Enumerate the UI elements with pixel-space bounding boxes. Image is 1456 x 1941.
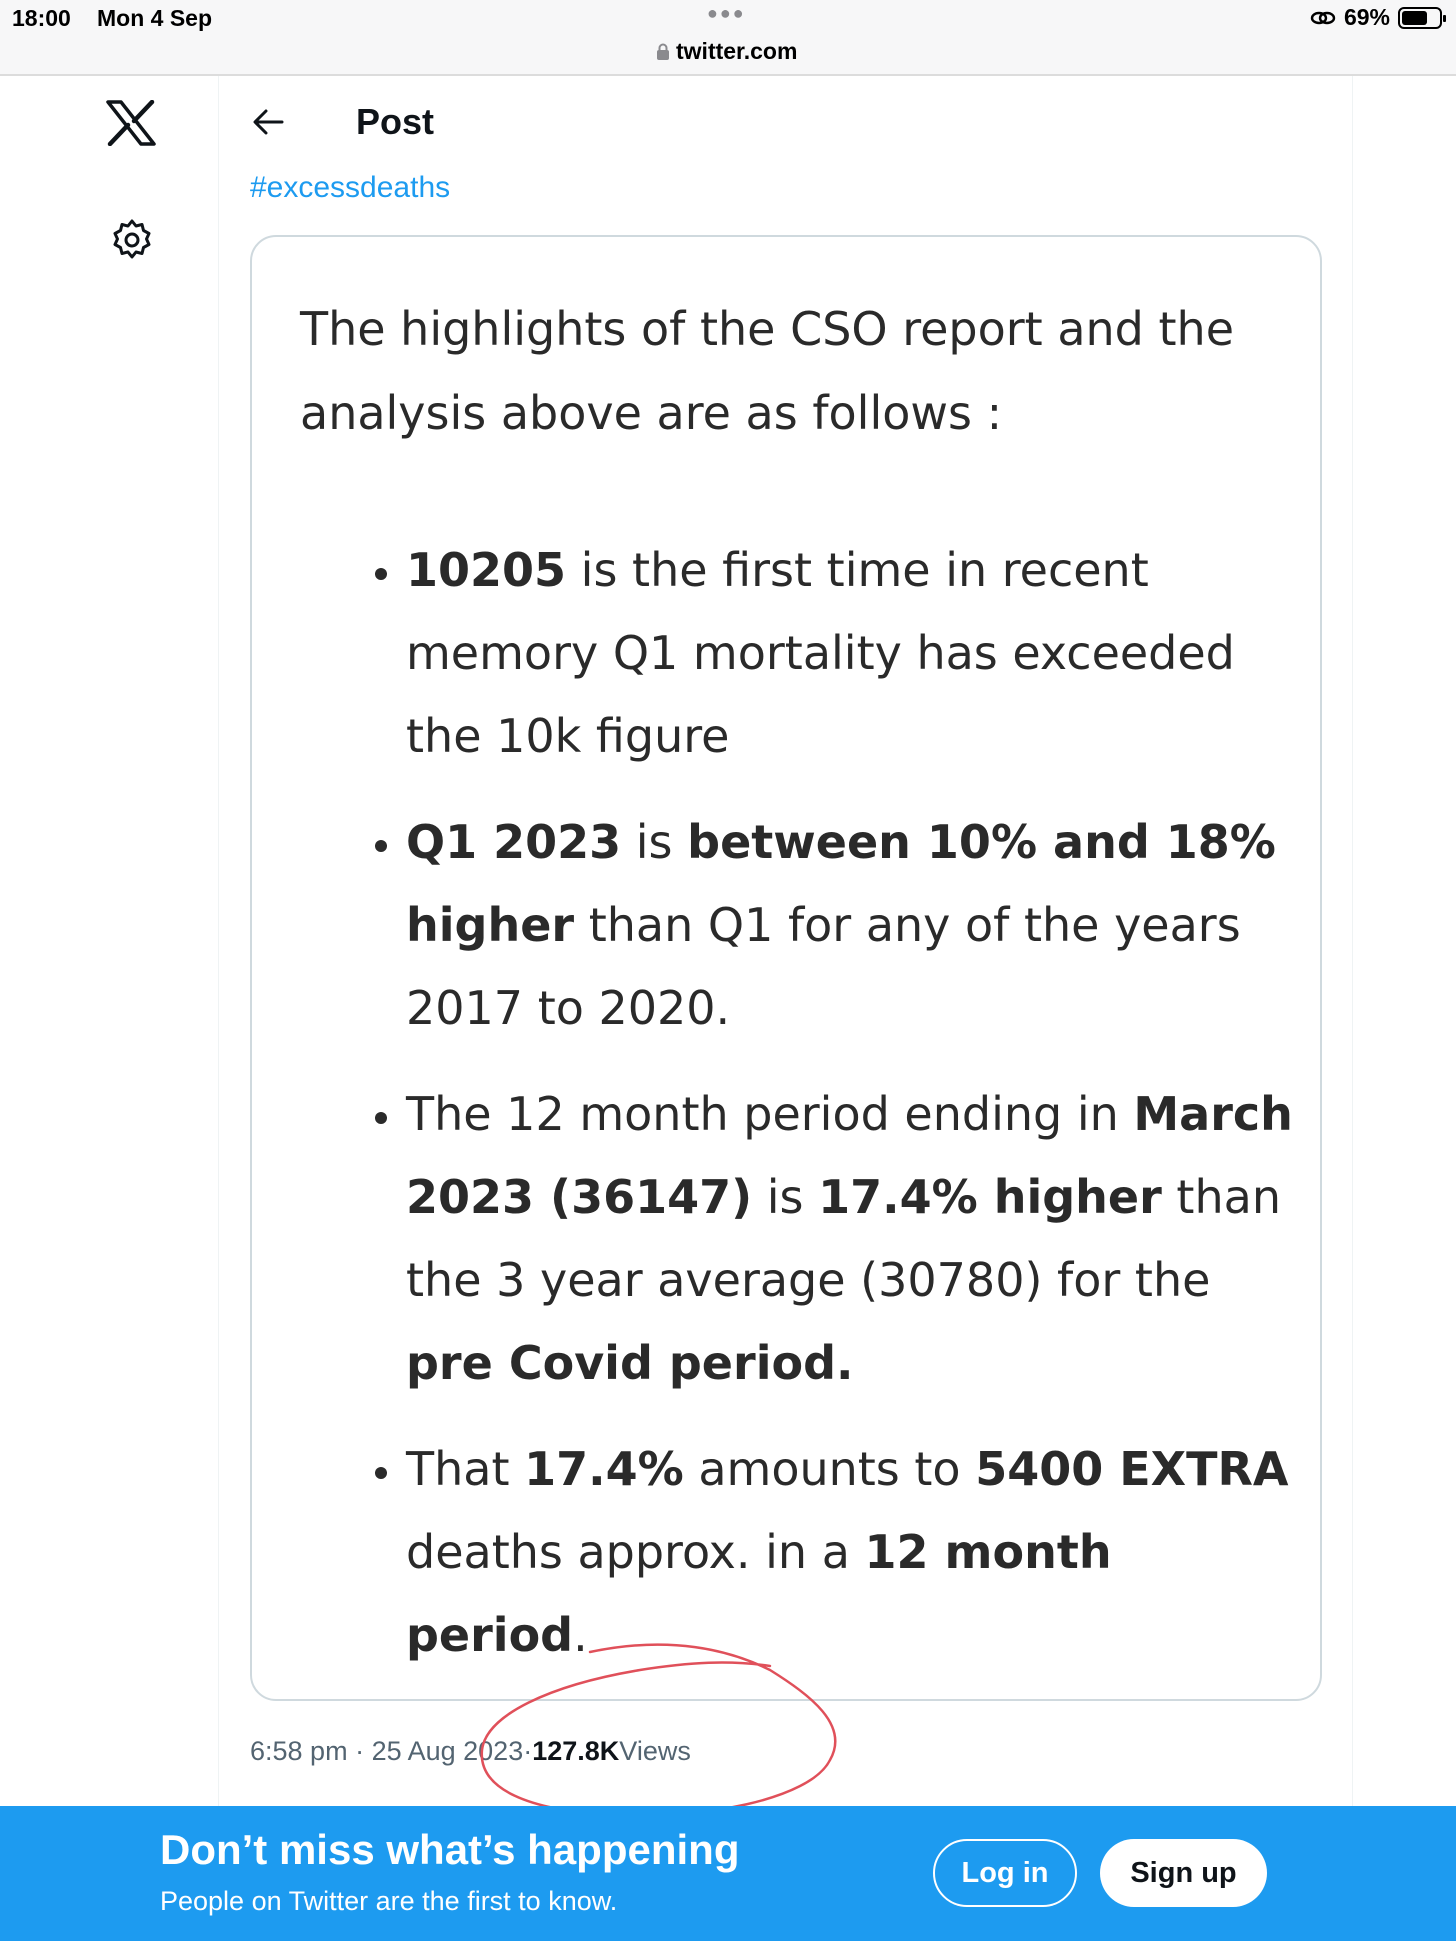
text-run: pre Covid period. [406, 1336, 854, 1390]
text-run: 17.4% [524, 1442, 684, 1496]
signup-button[interactable]: Sign up [1100, 1839, 1267, 1907]
views-count: 127.8K [532, 1736, 620, 1766]
post-image-card[interactable] [250, 235, 1322, 1701]
left-nav [0, 76, 218, 1806]
battery-fill [1402, 11, 1427, 25]
text-run: amounts to [683, 1442, 976, 1496]
meta-separator: · [523, 1736, 533, 1766]
text-run: 5400 EXTRA [975, 1442, 1289, 1496]
status-right [1310, 4, 1442, 31]
text-run: between 10% and 18% higher [406, 815, 1276, 952]
status-date: Mon 4 Sep [97, 5, 213, 31]
column-divider-left [218, 76, 219, 1806]
list-item [406, 801, 1300, 1050]
column-divider-right [1352, 76, 1353, 1806]
post-date: 25 Aug 2023 [371, 1736, 524, 1766]
login-button[interactable]: Log in [933, 1839, 1077, 1907]
views-label: Views [619, 1736, 691, 1766]
text-run: March 2023 (36147) [406, 1087, 1293, 1224]
more-dots-icon[interactable]: ●●● [707, 3, 746, 23]
text-run: than the 3 year average (30780) for the [406, 1170, 1281, 1307]
x-logo-icon[interactable] [106, 100, 156, 146]
hashtag-link[interactable]: #excessdeaths [250, 171, 451, 204]
list-item [406, 529, 1300, 778]
text-run: 12 month period [406, 1525, 1112, 1662]
arrow-left-icon[interactable] [252, 108, 284, 136]
text-run: than Q1 for any of the years 2017 to 2020. [406, 898, 1241, 1035]
gear-icon[interactable] [110, 218, 154, 262]
intro-text: The highlights of the CSO report and the analysis above are as follows : [300, 302, 1234, 440]
text-run: The 12 month period ending in [406, 1087, 1134, 1141]
status-bar [0, 0, 1456, 76]
address-bar[interactable] [656, 38, 797, 65]
highlights-list [300, 529, 1300, 1677]
text-run: deaths approx. in a [406, 1525, 865, 1579]
text-run: . [573, 1608, 588, 1662]
lock-icon [656, 43, 670, 61]
text-run: is [621, 815, 688, 869]
annotation-circle [470, 1640, 850, 1830]
battery-icon [1398, 7, 1442, 29]
post-time: 6:58 pm [250, 1736, 348, 1766]
page-title: Post [356, 101, 435, 142]
banner-subtitle: People on Twitter are the first to know. [160, 1886, 618, 1916]
text-run: is [752, 1170, 819, 1224]
link-icon [1310, 9, 1336, 27]
signup-banner [0, 1806, 1456, 1941]
text-run: That [406, 1442, 525, 1496]
status-time: 18:00 [12, 5, 71, 31]
battery-percent: 69% [1343, 4, 1390, 30]
list-item [406, 1073, 1300, 1405]
url-text: twitter.com [676, 38, 798, 64]
text-run: is the first time in recent memory Q1 mortality has exceeded the 10k figure [406, 543, 1235, 763]
text-run: 10205 [406, 543, 567, 597]
image-text [300, 287, 1300, 1700]
text-run: Q1 2023 [406, 815, 622, 869]
text-run: 17.4% higher [818, 1170, 1162, 1224]
banner-title: Don’t miss what’s happening [160, 1826, 740, 1873]
meta-separator: · [347, 1736, 372, 1766]
